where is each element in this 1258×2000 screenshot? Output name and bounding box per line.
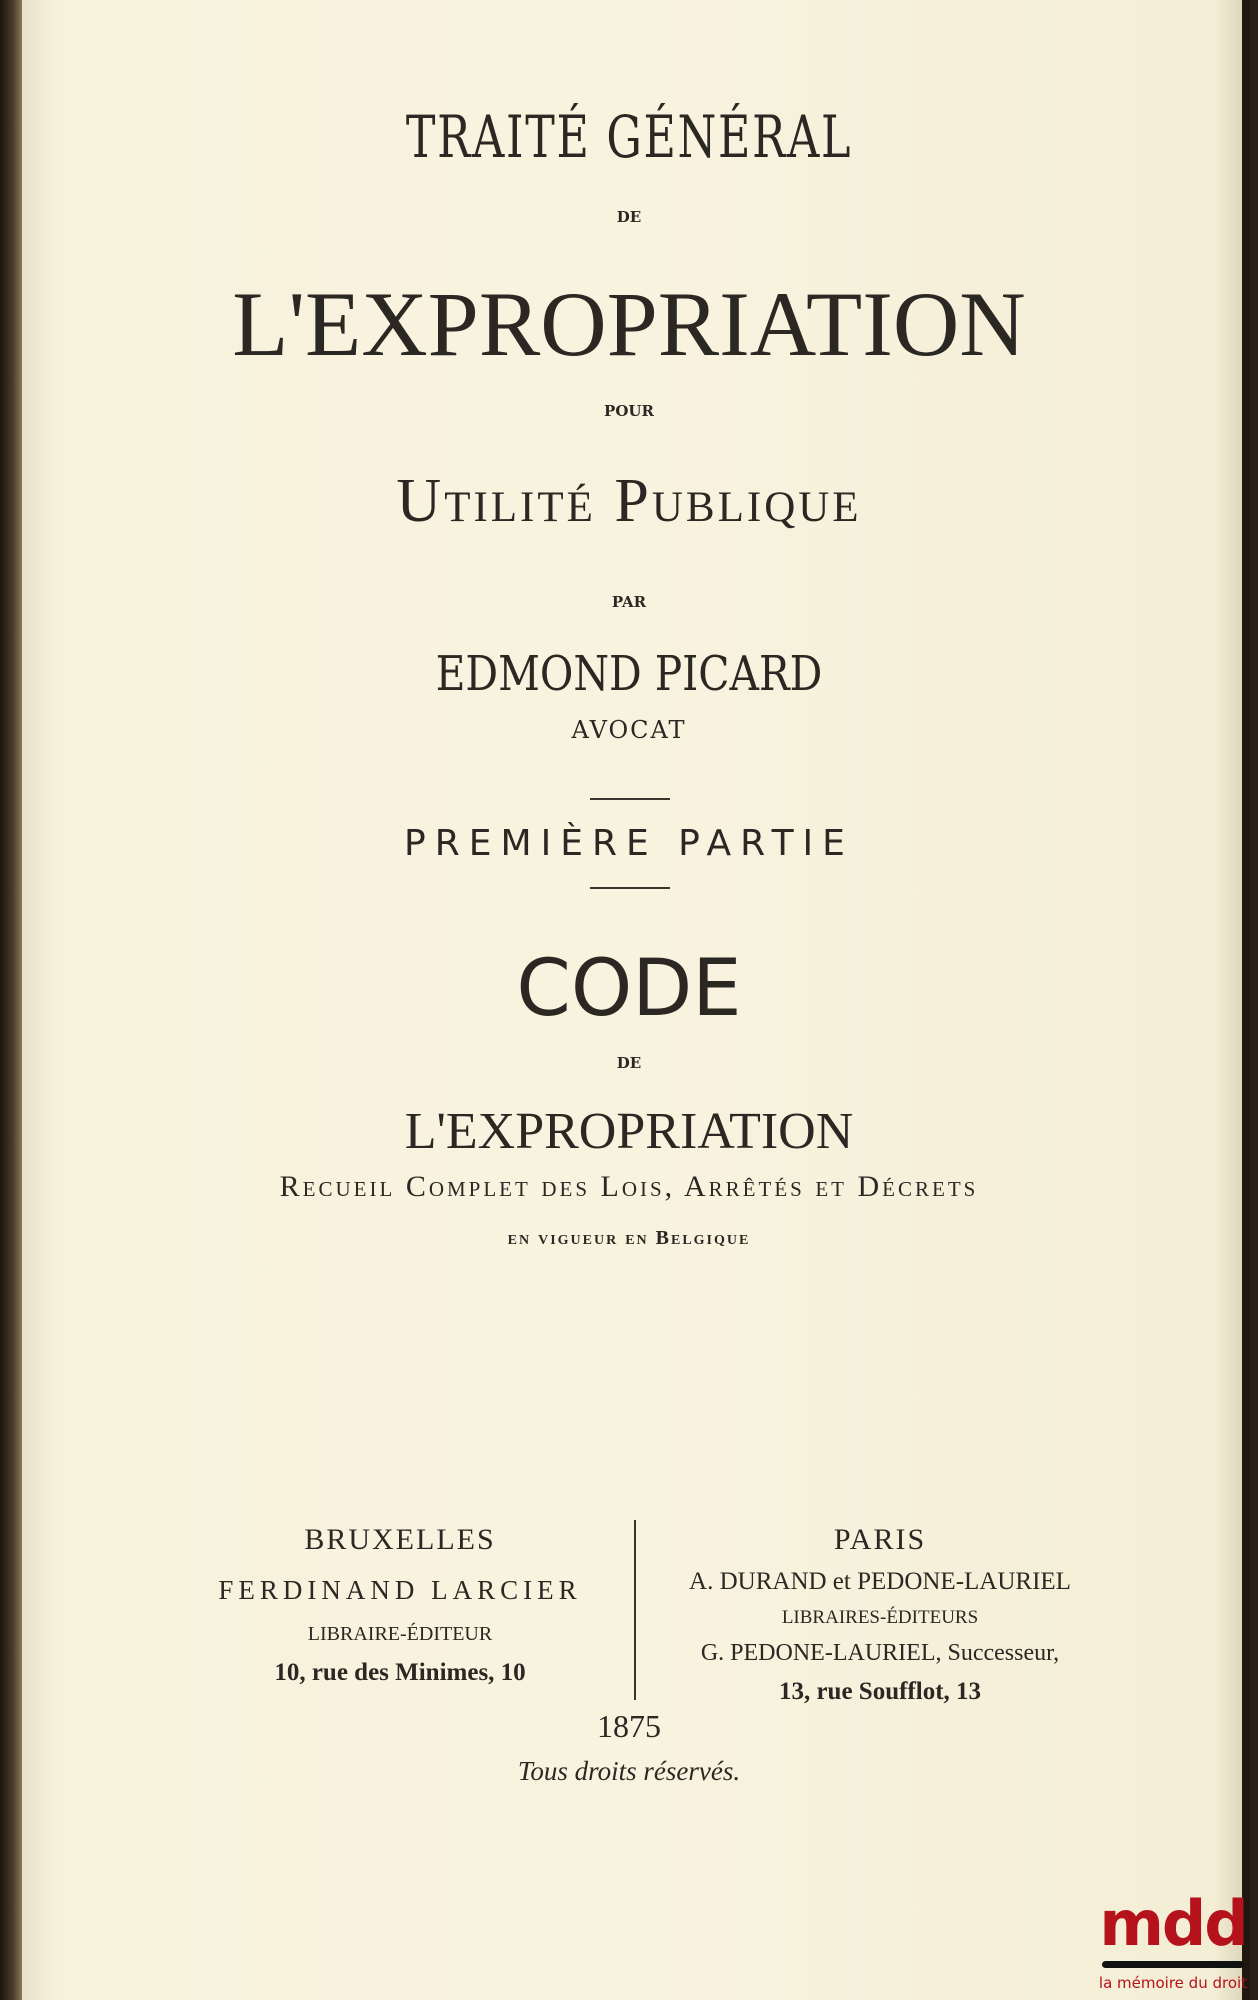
rule <box>590 887 670 889</box>
year: 1875 <box>597 1708 661 1744</box>
publisher-brussels <box>165 1525 635 1699</box>
publisher-address: 13, rue Soufflot, 13 <box>778 1678 982 1705</box>
publisher-role: LIBRAIRES-ÉDITEURS <box>781 1607 979 1628</box>
code-subject: L'EXPROPRIATION <box>404 1103 854 1160</box>
rule <box>590 798 670 800</box>
code-heading: CODE <box>516 944 742 1034</box>
column-divider <box>634 1520 636 1700</box>
logo-tagline: la mémoire du droit <box>1098 1974 1248 1992</box>
publisher-role: LIBRAIRE-ÉDITEUR <box>307 1623 493 1645</box>
connector-de: DE <box>616 208 642 226</box>
publisher-paris <box>640 1525 1120 1718</box>
title-top: TRAITÉ GÉNÉRAL <box>405 103 853 171</box>
description-2: en vigueur en Belgique <box>507 1227 751 1249</box>
main-title: L'EXPROPRIATION <box>232 273 1026 375</box>
connector-pour: POUR <box>604 402 654 420</box>
publisher-successor: G. PEDONE-LAURIEL, Successeur, <box>700 1640 1060 1666</box>
connector-de-2: DE <box>616 1054 642 1072</box>
description: Recueil Complet des Lois, Arrêtés et Décrets <box>279 1170 979 1203</box>
subtitle: Utilité Publique <box>396 467 862 535</box>
rights-notice: Tous droits réservés. <box>517 1756 741 1786</box>
author-role: AVOCAT <box>571 716 687 744</box>
connector-par: PAR <box>611 593 647 611</box>
part-heading: PREMIÈRE PARTIE <box>404 823 854 864</box>
logo-mark: mdd <box>1099 1887 1247 1960</box>
mdd-logo <box>1098 1887 1248 1992</box>
logo-bar <box>1102 1961 1244 1968</box>
city: BRUXELLES <box>304 1523 496 1556</box>
publisher-name: FERDINAND LARCIER <box>218 1575 582 1605</box>
author: EDMOND PICARD <box>435 646 823 702</box>
publisher-address: 10, rue des Minimes, 10 <box>274 1659 526 1686</box>
city: PARIS <box>833 1523 927 1556</box>
publisher-name: A. DURAND et PEDONE-LAURIEL <box>689 1568 1071 1595</box>
